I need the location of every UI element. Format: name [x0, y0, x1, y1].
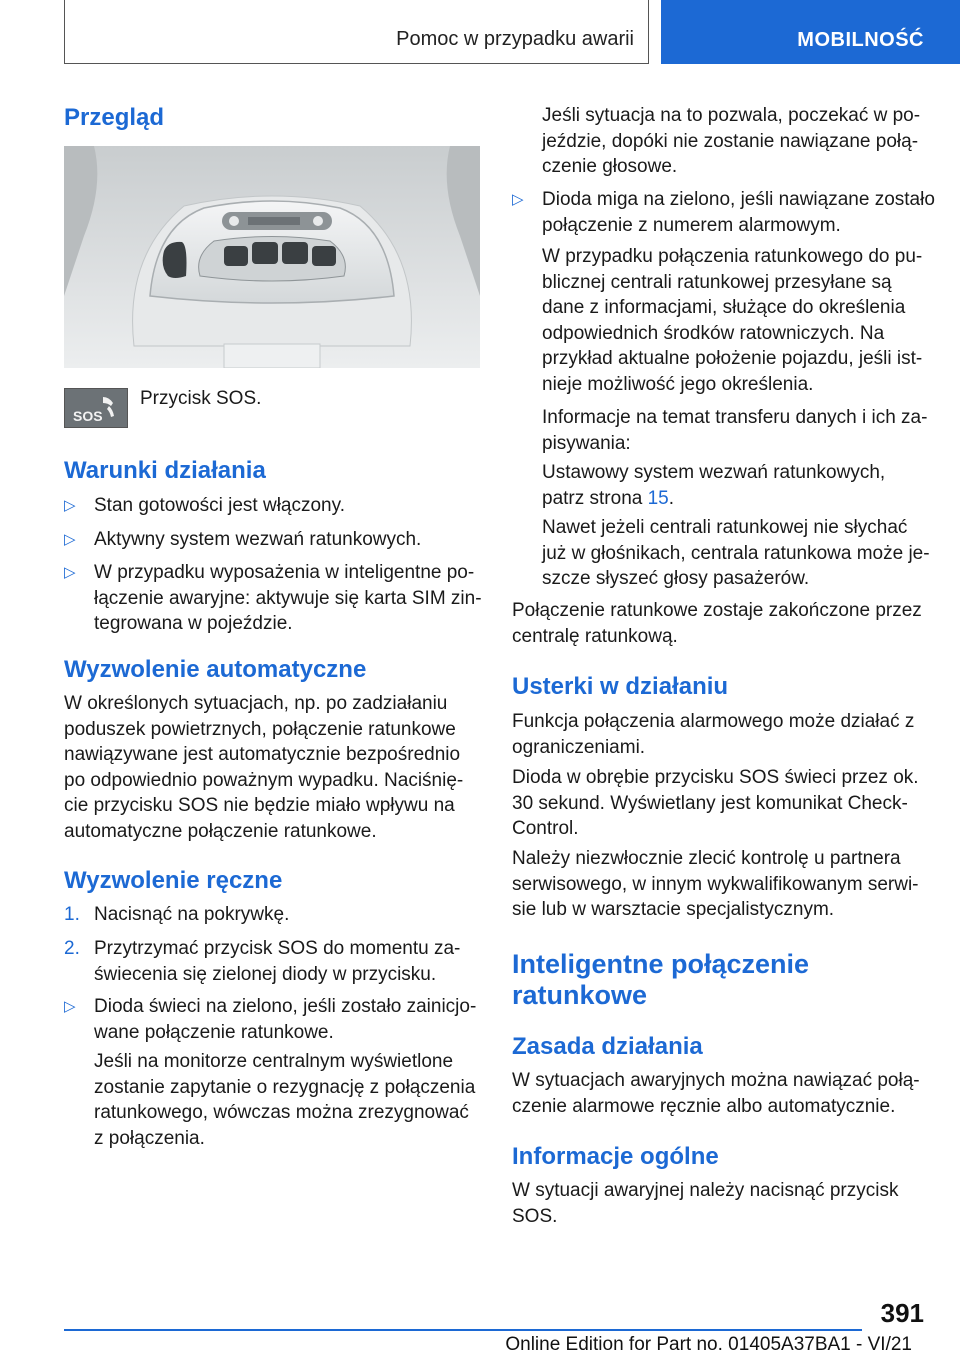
- footer-edition: Online Edition for Part no. 01405A37BA1 - VI/21: [505, 1334, 912, 1355]
- paragraph-usterki-3: Należy niezwłocznie zlecić kontrolę u partnera serwisowego, w innym wykwalifikowanym serwi-sie lub w warsztacie specjalistycznym.: [512, 848, 919, 920]
- sos-caption: Przycisk SOS.: [140, 388, 262, 409]
- triangle-bullet-icon: ▷: [64, 998, 76, 1015]
- heading-warunki: Warunki działania: [64, 457, 266, 484]
- list-item-text: Przytrzymać przycisk SOS do momentu za-świecenia się zielonej diody w przycisku.: [94, 938, 461, 985]
- sub-paragraph: Jeśli na monitorze centralnym wyświetlone zostanie zapytanie o rezygnację z połączenia ratunkowego, wówczas można zrezygnować z połączenia.: [94, 1051, 476, 1149]
- step-number: 2.: [64, 938, 80, 959]
- heading-wyzwolenie-reczne: Wyzwolenie ręczne: [64, 867, 283, 894]
- heading-wyzwolenie-automatyczne: Wyzwolenie automatyczne: [64, 656, 367, 683]
- heading-informacje: Informacje ogólne: [512, 1143, 719, 1170]
- heading-zasada: Zasada działania: [512, 1033, 703, 1060]
- paragraph-usterki-1: Funkcja połączenia alarmowego może działać z ograniczeniami.: [512, 711, 915, 758]
- header-chapter-label: MOBILNOŚĆ: [797, 29, 924, 51]
- paragraph-usterki-2: Dioda w obrębie przycisku SOS świeci przez ok. 30 sekund. Wyświetlany jest komunikat Check-Control.: [512, 767, 919, 839]
- sos-icon-text: SOS: [73, 408, 103, 424]
- sub-paragraph: W przypadku połączenia ratunkowego do pu-blicznej centrali ratunkowej przesyłane są dane z informacjami, służące do określenia odpowiednich środków ratowniczych. Na przykład aktualne położenie pojazdu, jeśli ist-nieje możliwość jego określenia.: [542, 246, 923, 395]
- list-item: [64, 493, 482, 519]
- sub-paragraph: Nawet jeżeli centrali ratunkowej nie słychać już w głośnikach, centrala ratunkowa może je-szcze słyszeć głosy pasażerów.: [542, 517, 930, 589]
- list-item-text: Stan gotowości jest włączony.: [94, 495, 345, 516]
- list-item-text: Nacisnąć na pokrywkę.: [94, 904, 290, 925]
- header-section-title: Pomoc w przypadku awarii: [396, 28, 634, 50]
- sub-paragraph: [542, 460, 930, 511]
- sub-paragraph: Jeśli sytuacja na to pozwala, poczekać w po-jeździe, dopóki nie zostanie nawiązane połą-czenie głosowe.: [542, 105, 921, 177]
- triangle-bullet-icon: ▷: [64, 531, 76, 548]
- list-item: [64, 994, 482, 1045]
- sub-paragraph-text: .: [668, 487, 675, 509]
- header-section-box: [64, 0, 649, 64]
- page-number: 391: [880, 1298, 924, 1328]
- heading-inteligentne-l1: Inteligentne połączenie: [512, 949, 810, 979]
- list-item-text: W przypadku wyposażenia w inteligentne po-łączenie awaryjne: aktywuje się karta SIM zin-tegrowana w pojeździe.: [94, 562, 482, 634]
- sub-paragraph: Informacje na temat transferu danych i ich za-pisywania:: [542, 407, 928, 454]
- overhead-panel-illustration: [64, 146, 480, 368]
- triangle-bullet-icon: ▷: [64, 497, 76, 514]
- triangle-bullet-icon: ▷: [512, 191, 524, 208]
- list-item-text: Dioda świeci na zielono, jeśli zostało zainicjo-wane połączenie ratunkowe.: [94, 996, 477, 1043]
- list-item: [64, 527, 482, 553]
- heading-usterki: Usterki w działaniu: [512, 673, 729, 700]
- paragraph-informacje: W sytuacji awaryjnej należy nacisnąć przycisk SOS.: [512, 1180, 899, 1227]
- sos-button-icon: [64, 388, 128, 428]
- header-chapter-tab[interactable]: [661, 0, 960, 64]
- paragraph-zakonczenie: Połączenie ratunkowe zostaje zakończone przez centralę ratunkową.: [512, 600, 922, 647]
- list-item: [64, 560, 482, 637]
- overhead-panel-svg: [64, 146, 480, 368]
- heading-inteligentne-l2: ratunkowe: [512, 980, 648, 1010]
- footer-divider: [64, 1329, 862, 1331]
- list-item: [512, 187, 935, 238]
- list-item: [64, 936, 482, 987]
- list-item-text: Dioda miga na zielono, jeśli nawiązane zostało połączenie z numerem alarmowym.: [542, 189, 935, 236]
- heading-przeglad: Przegląd: [64, 104, 165, 131]
- list-item: [64, 902, 482, 928]
- triangle-bullet-icon: ▷: [64, 564, 76, 581]
- paragraph-auto: W określonych sytuacjach, np. po zadziałaniu poduszek powietrznych, połączenie ratunkowe nawiązywane jest automatycznie bezpośrednio po odpowiednio poważnym wypadku. Naciśnię-cie przycisku SOS nie będzie miało wpływu na automatyczne połączenie ratunkowe.: [64, 693, 464, 842]
- page-link[interactable]: 15: [647, 487, 669, 509]
- list-item-text: Aktywny system wezwań ratunkowych.: [94, 529, 422, 550]
- paragraph-zasada: W sytuacjach awaryjnych można nawiązać połą-czenie alarmowe ręcznie albo automatycznie.: [512, 1070, 920, 1117]
- step-number: 1.: [64, 904, 80, 925]
- sub-paragraph-text: Ustawowy system wezwań ratunkowych, patrz strona: [542, 462, 886, 509]
- phone-icon: [65, 389, 129, 429]
